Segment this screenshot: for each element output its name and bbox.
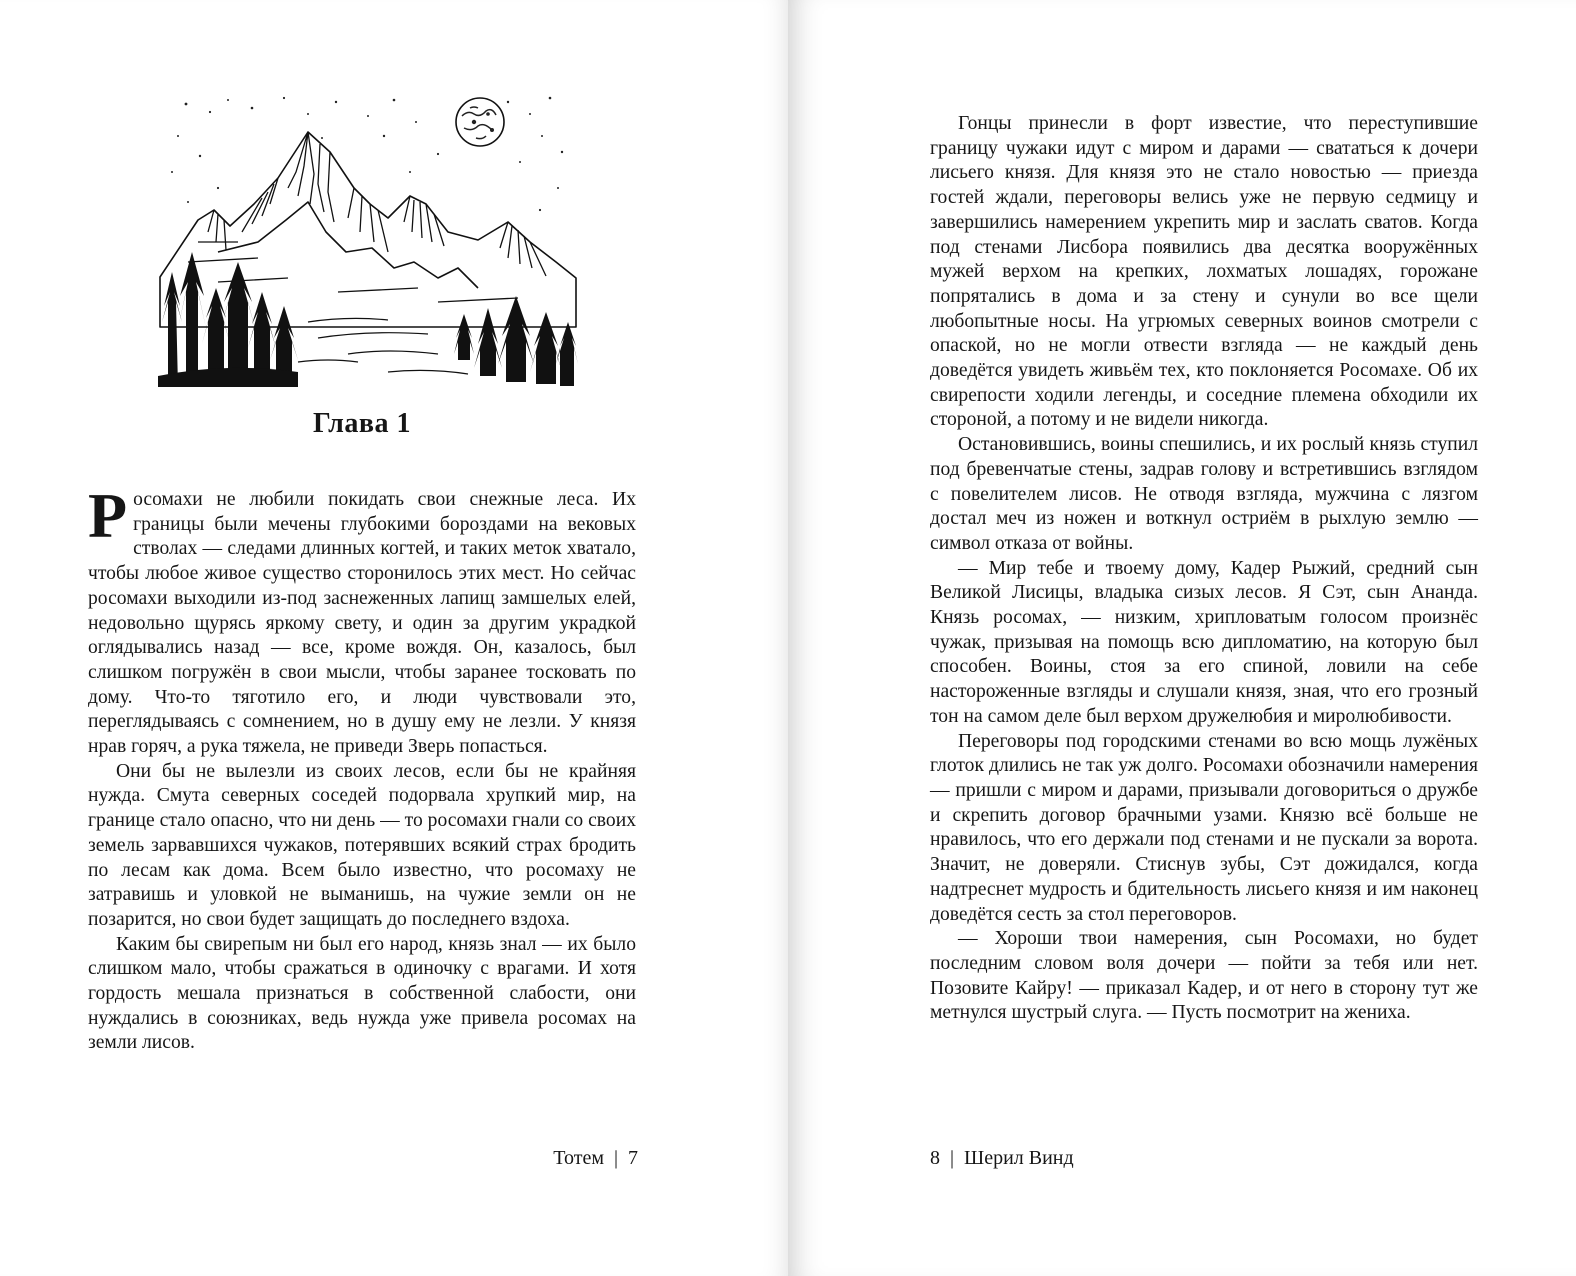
paragraph: — Хороши твои намерения, сын Росомахи, но будет последним словом воля дочери — пойти за тебя или нет. Позовите Кайру! — приказал Кадер, и от него в сторону тут же метнулся шустрый слуга. — Пусть посмотрит на жениха. — [930, 928, 1478, 1024]
right-page-text — [930, 112, 1478, 1026]
paragraph: Росомахи не любили покидать свои снежные леса. Их границы были мечены глубокими бороздами на вековых стволах — следами длинных когтей, и таких меток хватало, чтобы любое живое существо сторонилось этих мест. Но сейчас росомахи выходили из-под заснеженных лапищ замшелых елей, недовольно щурясь яркому свету, и один за другим украдкой оглядывались назад — все, кроме вождя. Он, казалось, был слишком погружён в свои мысли, чтобы заранее тосковать по дому. Что-то тяготило его, и люди чувствовали это, переглядываясь с сомнением, но в душу ему не лезли. У князя нрав горяч, а рука тяжела, не приведи Зверь попасться. — [88, 480, 636, 758]
paragraph: Каким бы свирепым ни был его народ, князь знал — их было слишком мало, чтобы сражаться в одиночку с врагами. И хотя гордость мешала признаться в собственной слабости, они нуждались в союзниках, ведь нужда уже привела росомах на земли лисов. — [88, 933, 636, 1054]
page-number: 7 — [628, 1147, 638, 1169]
stars — [171, 97, 563, 211]
footer-separator: | — [950, 1147, 955, 1169]
paragraph: Остановившись, воины спешились, и их рослый князь ступил под бревенчатые стены, задрав голову и встретившись взглядом с повелителем лисов. Не отводя взгляда, мужчина с лязгом достал меч из ножен и воткнул остриём в рыхлую землю — символ отказа от войны. — [930, 434, 1478, 554]
paragraph: Они бы не вылезли из своих лесов, если бы не крайняя нужда. Смута северных соседей подорвала хрупкий мир, на границе стало опасно, что ни день — то росомахи гнали со своих земель зарвавшихся чужаков, потерявших всякий страх бродить по лесам как дома. Всем было известно, что росомаху не затравишь и уловкой не выманишь, на чужие земли он не позарится, но свои будет защищать до последнего вздоха. — [88, 760, 636, 930]
page-number: 8 — [930, 1147, 940, 1169]
paragraph: — Мир тебе и твоему дому, Кадер Рыжий, средний сын Великой Лисицы, владыка сизых лесов. Я Сэт, сын Ананда. Князь росомах, — низким, хрипловатым голосом произнёс чужак, призывая на помощь всю дипломатию, на которую был способен. Воины, стоя за его спиной, ловили на себе настороженные взгляды и слушали князя, зная, что его грозный тон на самом деле был верхом дружелюбия и миролюбивости. — [930, 557, 1478, 727]
drop-cap: Р — [88, 480, 128, 551]
right-page — [788, 0, 1576, 1276]
book-title: Тотем — [553, 1147, 604, 1169]
running-footer-right — [930, 1147, 1074, 1170]
paragraph: Гонцы принесли в форт известие, что переступившие границу чужаки идут с миром и дарами — свататься к дочери лисьего князя. Для князя это не стало новостью — приезда гостей ждали, переговоры велись уже не первую седмицу и завершились намерением укрепить мир и заслать сватов. Когда под стенами Лисбора появились два десятка вооружённых мужей верхом на крепких, лохматых лошадях, горожане попрятались в дома и за стену и сунули во все щели любопытные носы. На угрюмых северных воинов смотрели с опаской, но не могли отвести взгляда — не каждый день доведётся увидеть живьём тех, кто поклоняется Росомахе. Об их свирепости ходили легенды, и соседние племена обходили их стороной, а потому и не видели никогда. — [930, 113, 1478, 431]
chapter-title: Глава 1 — [313, 408, 411, 439]
running-footer-left — [553, 1147, 638, 1170]
moon-icon — [456, 98, 504, 146]
paragraph: Переговоры под городскими стенами во всю мощь лужёных глоток длились не так уж долго. Росомахи обозначили намерения — пришли с миром и дарами, призывали договориться о дружбе и скрепить договор брачными узами. Князю всё больше не нравилось, что его держали под стенами и не пускали за ворота. Значит, не доверяли. Стиснув зубы, Сэт дожидался, когда надтреснет мудрость и бдительность лисьего князя и им наконец доведётся сесть за стол переговоров. — [930, 730, 1478, 925]
author-name: Шерил Винд — [964, 1147, 1074, 1169]
mountains-forest-moon-icon — [158, 92, 578, 387]
footer-separator: | — [613, 1147, 618, 1169]
left-page-text — [88, 480, 636, 1056]
